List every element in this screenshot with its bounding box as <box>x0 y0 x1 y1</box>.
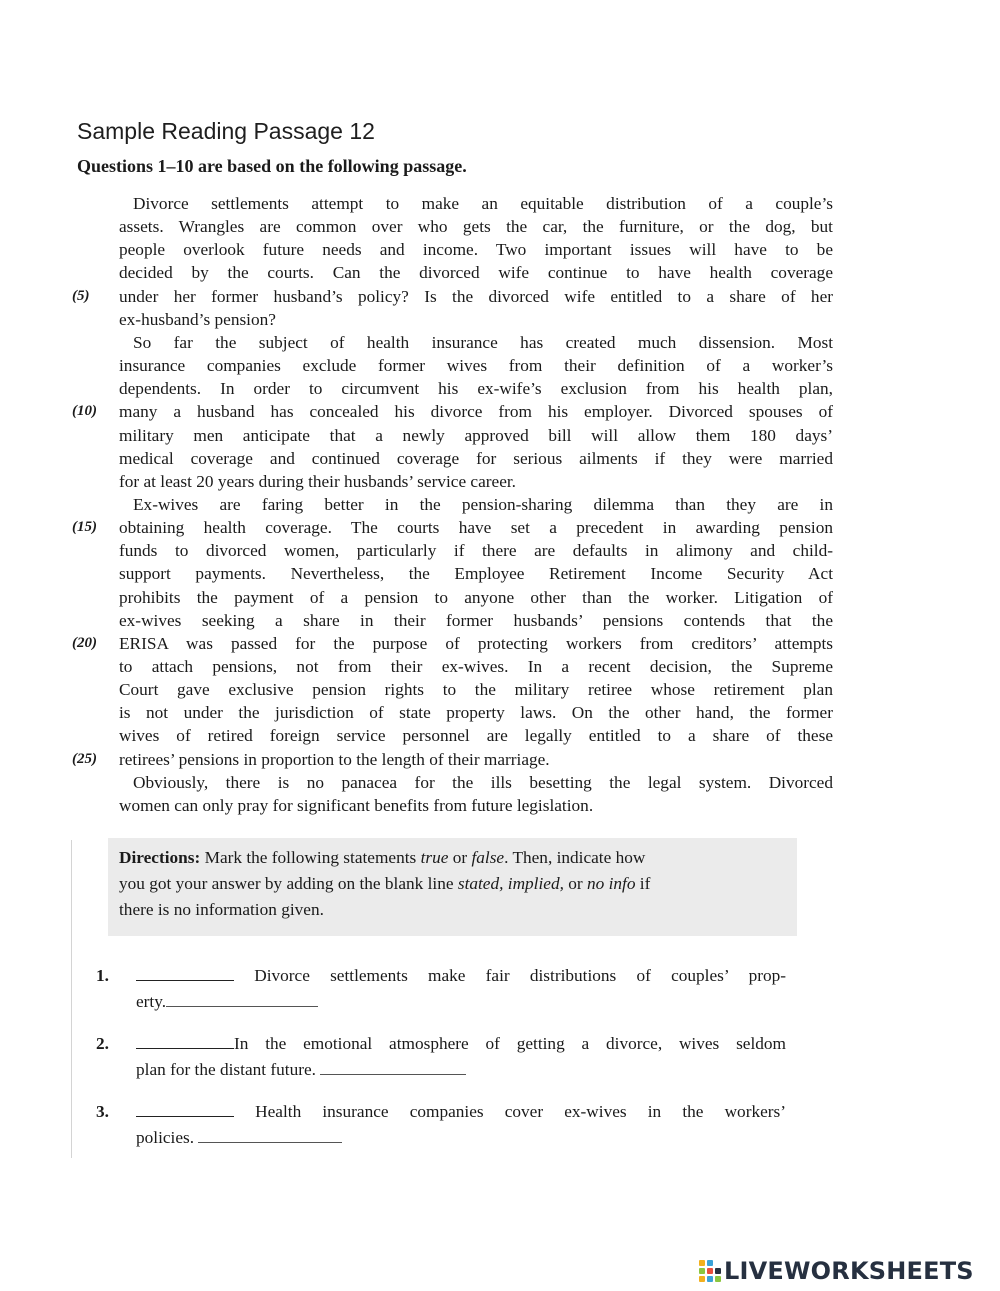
directions-no-info: no info <box>586 874 636 893</box>
logo-square <box>707 1260 713 1266</box>
passage-line: to attach pensions, not from their ex-wives. In a recent decision, the Supreme <box>119 657 833 676</box>
passage-line: medical coverage and continued coverage for serious ailments if they were married <box>119 448 833 468</box>
passage-line: obtaining health coverage. The courts have set a precedent in awarding pension <box>119 518 833 538</box>
question-line <box>136 1099 786 1125</box>
passage-line: ex-wives seeking a share in their former husbands’ pensions contends that the <box>119 610 833 630</box>
answer-blank-source[interactable] <box>320 1060 466 1075</box>
question-3 <box>0 1099 1000 1159</box>
line-number: (20) <box>72 634 97 651</box>
line-number: (5) <box>72 287 90 304</box>
passage-line: decided by the courts. Can the divorced wife continue to have health coverage <box>119 263 833 283</box>
question-1 <box>0 963 1000 1023</box>
passage-line: dependents. In order to circumvent his ex-wife’s exclusion from his health plan, <box>119 379 833 399</box>
directions-label: Directions: <box>119 848 201 867</box>
question-text: plan for the distant future. <box>136 1060 316 1079</box>
answer-blank-source[interactable] <box>198 1128 342 1143</box>
passage-line: women can only pray for significant benefits from future legislation. <box>119 795 594 815</box>
passage-line: retirees’ pensions in proportion to the length of their marriage. <box>119 749 550 769</box>
logo-square <box>699 1276 705 1282</box>
logo-square <box>707 1268 713 1274</box>
question-line <box>136 1031 786 1057</box>
passage-line: So far the subject of health insurance has created much dissension. Most <box>133 332 833 352</box>
passage-line: funds to divorced women, particularly if there are defaults in alimony and child- <box>119 541 833 561</box>
question-text: erty. <box>136 992 167 1011</box>
question-number: 1. <box>96 966 109 985</box>
line-number: (15) <box>72 519 97 536</box>
passage-line: insurance companies exclude former wives from their definition of a worker’s <box>119 356 833 376</box>
page-subtitle: Questions 1–10 are based on the following passage. <box>77 156 467 176</box>
passage-line: many a husband has concealed his divorce from his employer. Divorced spouses of <box>119 402 833 422</box>
question-text: In the emotional atmosphere of getting a divorce, wives seldom <box>234 1034 786 1053</box>
directions-true: true <box>420 848 449 867</box>
passage-line: Ex-wives are faring better in the pension-sharing dilemma than they are in <box>133 494 833 514</box>
passage-line: under her former husband’s policy? Is the divorced wife entitled to a share of her <box>119 286 833 306</box>
passage-line: military men anticipate that a newly approved bill will allow them 180 days’ <box>119 425 833 445</box>
passage-line: Court gave exclusive pension rights to the military retiree whose retirement plan <box>119 680 833 700</box>
page-title: Sample Reading Passage 12 <box>77 118 375 144</box>
answer-blank-source[interactable] <box>166 992 318 1007</box>
liveworksheets-logo-icon <box>699 1260 721 1282</box>
directions-text: . Then, indicate how <box>504 848 646 867</box>
logo-square <box>699 1268 705 1274</box>
question-2 <box>0 1031 1000 1091</box>
question-line <box>136 989 318 1015</box>
question-text: Health insurance companies cover ex-wives in the workers’ <box>255 1102 786 1121</box>
directions-text: if <box>635 874 651 893</box>
logo-text: LIVEWORKSHEETS <box>724 1257 974 1285</box>
passage-line: ERISA was passed for the purpose of protecting workers from creditors’ attempts <box>119 633 833 653</box>
passage-line: people overlook future needs and income. Two important issues will have to be <box>119 240 833 260</box>
directions-line-2 <box>119 871 791 897</box>
passage-line: wives of retired foreign service personnel are legally entitled to a share of these <box>119 726 833 746</box>
passage-line: Obviously, there is no panacea for the ills besetting the legal system. Divorced <box>133 772 833 792</box>
answer-blank-true-false[interactable] <box>136 1034 234 1049</box>
passage-line: ex-husband’s pension? <box>119 309 276 329</box>
question-text: Divorce settlements make fair distributions of couples’ prop- <box>254 966 786 985</box>
liveworksheets-logo <box>699 1257 974 1285</box>
question-line <box>136 963 786 989</box>
directions-text: Mark the following statements <box>200 848 421 867</box>
line-number: (25) <box>72 750 97 767</box>
question-line <box>136 1125 342 1151</box>
passage-line: support payments. Nevertheless, the Employee Retirement Income Security Act <box>119 564 833 584</box>
directions-stated: stated, implied, <box>457 874 564 893</box>
directions-text: you got your answer by adding on the blank line <box>119 874 458 893</box>
directions-line-3: there is no information given. <box>119 900 324 919</box>
passage-line: prohibits the payment of a pension to anyone other than the worker. Litigation of <box>119 587 833 607</box>
answer-blank-true-false[interactable] <box>136 966 234 981</box>
question-number: 2. <box>96 1034 109 1053</box>
question-line <box>136 1057 466 1083</box>
passage-line: assets. Wrangles are common over who gets the car, the furniture, or the dog, but <box>119 217 833 237</box>
passage-line: is not under the jurisdiction of state property laws. On the other hand, the former <box>119 703 833 723</box>
line-number: (10) <box>72 403 97 420</box>
answer-blank-true-false[interactable] <box>136 1102 234 1117</box>
passage-line: for at least 20 years during their husbands’ service career. <box>119 471 516 491</box>
directions-text: or <box>563 874 587 893</box>
logo-square <box>699 1260 705 1266</box>
question-text: policies. <box>136 1128 195 1147</box>
logo-square <box>715 1268 721 1274</box>
passage-line: Divorce settlements attempt to make an equitable distribution of a couple’s <box>133 194 833 213</box>
question-number: 3. <box>96 1102 109 1121</box>
directions-line-1 <box>119 845 791 871</box>
logo-square <box>715 1276 721 1282</box>
directions-false: false <box>471 848 505 867</box>
logo-square <box>707 1276 713 1282</box>
directions-text: or <box>448 848 472 867</box>
directions-box <box>108 838 797 936</box>
